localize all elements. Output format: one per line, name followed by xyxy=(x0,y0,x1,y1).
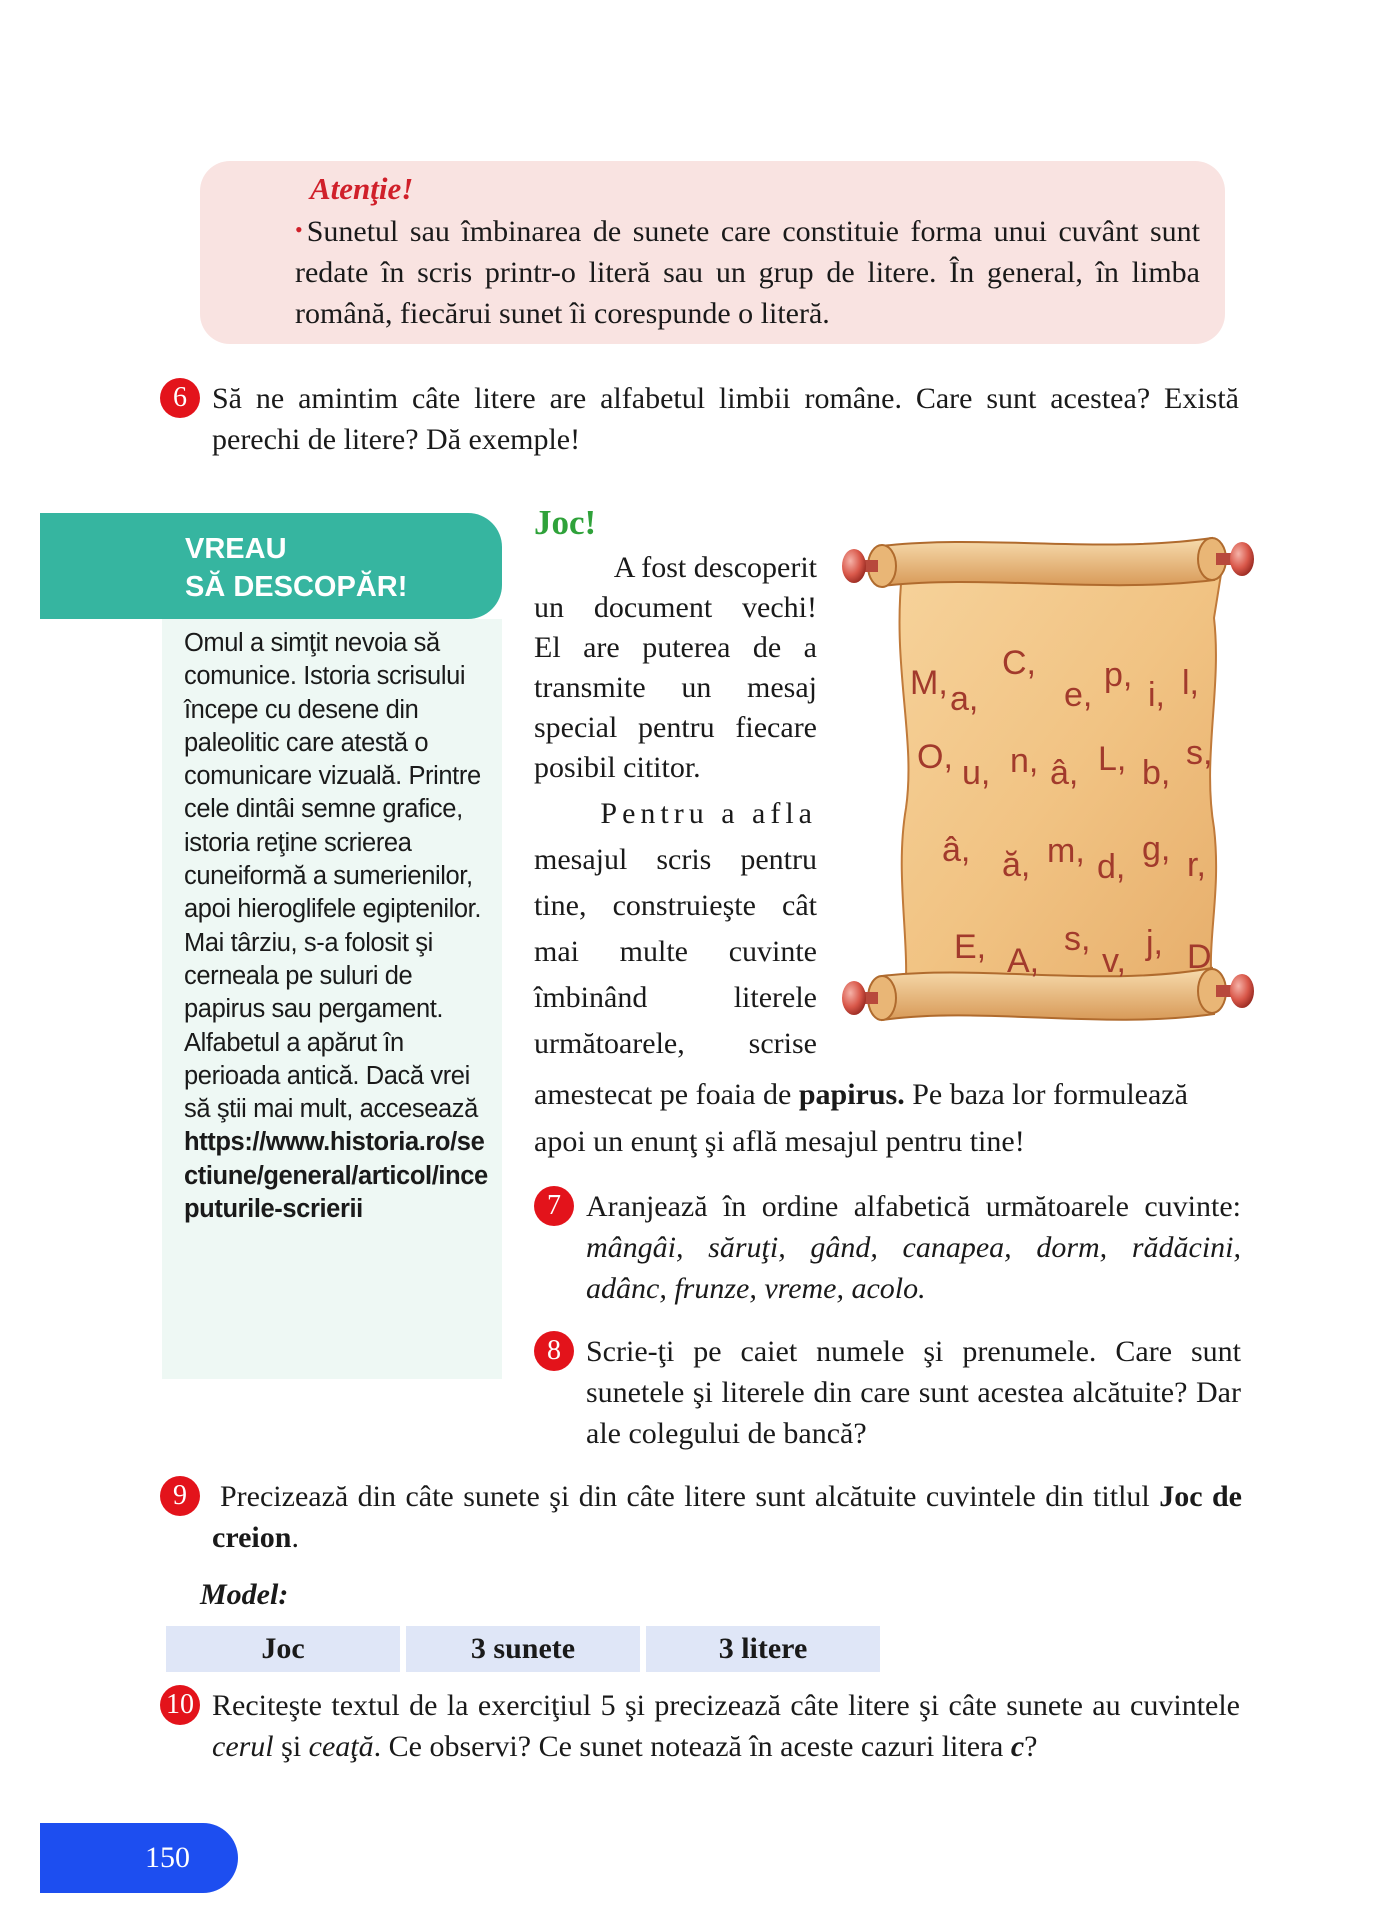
word-cerul: cerul xyxy=(212,1730,274,1763)
exercise-number-8: 8 xyxy=(534,1331,574,1371)
joc-line: A fost descoperit xyxy=(613,551,817,584)
exercise-10-and: şi xyxy=(281,1730,302,1763)
exercise-10-question-mark: ? xyxy=(1024,1730,1038,1763)
discover-title-line1: VREAU xyxy=(185,533,287,565)
page-number-bar xyxy=(40,1823,238,1893)
discover-title-line2: SĂ DESCOPĂR! xyxy=(185,571,408,603)
joc-last-line: apoi un enunţ şi află mesajul pentru tine! xyxy=(534,1125,1025,1158)
scroll-letter: M, xyxy=(910,664,948,702)
joc-full-line xyxy=(534,1075,1240,1115)
model-label: Model: xyxy=(200,1578,289,1611)
scroll-letter: l, xyxy=(1182,664,1199,702)
scroll-letter: â, xyxy=(942,831,971,869)
exercise-6-text: Să ne amintim câte litere are alfabetul limbii române. Care sunt acestea? Există perechi de litere? Dă exemple! xyxy=(212,382,1239,456)
joc-line: Pentru a afla xyxy=(600,797,817,830)
joc-full-line-end: Pe baza lor formulează xyxy=(904,1078,1188,1111)
joc-line: transmite un mesaj xyxy=(534,671,817,704)
scroll-letter: u, xyxy=(962,754,991,792)
scroll-letter: n, xyxy=(1010,742,1039,780)
joc-line: special pentru fiecare xyxy=(534,711,817,744)
exercise-7-words: mângâi, săruţi, gând, canapea, dorm, rădăcini, adânc, frunze, vreme, acolo. xyxy=(586,1231,1241,1305)
exercise-number-9: 9 xyxy=(160,1476,200,1516)
scroll-letter: D xyxy=(1187,938,1212,976)
exercise-9-end: . xyxy=(291,1521,299,1554)
joc-line: tine, construieşte cât xyxy=(534,889,817,922)
scroll-letter: p, xyxy=(1104,656,1133,694)
model-cell: Joc xyxy=(166,1626,400,1672)
scroll-letter: C, xyxy=(1002,644,1036,682)
papyrus-scroll-illustration xyxy=(842,528,1282,1048)
scroll-letter: r, xyxy=(1187,846,1206,884)
page-number: 150 xyxy=(145,1841,190,1874)
scroll-letter: E, xyxy=(954,928,987,966)
joc-text xyxy=(534,548,817,1064)
joc-title: Joc! xyxy=(534,503,597,542)
exercise-9-text xyxy=(212,1476,1242,1558)
attention-box xyxy=(200,161,1225,344)
bullet-icon: • xyxy=(295,217,303,242)
exercise-7-text xyxy=(586,1186,1241,1309)
joc-line: îmbinând literele xyxy=(534,981,817,1014)
exercise-10-part2: . Ce observi? Ce sunet notează în aceste cazuri litera xyxy=(373,1730,1004,1763)
exercise-10-part1: Reciteşte textul de la exerciţiul 5 şi precizează câte litere şi câte sunete au cuvintele xyxy=(212,1689,1240,1722)
exercise-9-instruction: Precizează din câte sunete şi din câte litere sunt alcătuite cuvintele din titlul xyxy=(220,1480,1150,1513)
model-cell: 3 sunete xyxy=(406,1626,640,1672)
exercise-number-6: 6 xyxy=(160,378,200,418)
joc-line: mesajul scris pentru xyxy=(534,843,817,876)
scroll-letter: s, xyxy=(1064,920,1091,958)
scroll-letter: L, xyxy=(1098,740,1127,778)
scroll-letter: j, xyxy=(1146,924,1163,962)
exercise-number-7: 7 xyxy=(534,1186,574,1226)
model-cell: 3 litere xyxy=(646,1626,880,1672)
joc-line: un document vechi! xyxy=(534,591,817,624)
attention-title: Atenţie! xyxy=(310,171,414,206)
exercise-7-instruction: Aranjează în ordine alfabetică următoarele cuvinte: xyxy=(586,1190,1241,1223)
scroll-letter: e, xyxy=(1064,676,1093,714)
papirus-word: papirus. xyxy=(798,1078,905,1111)
joc-line: posibil cititor. xyxy=(534,751,701,784)
discover-paragraph: Omul a simţit nevoia să comunice. Istoria scrisului începe cu desene din paleolitic care atestă o comunicare vizuală. Printre cele dintâi semne grafice, istoria reţine scrierea cuneiformă a sumerienilor, apoi hieroglifele egiptenilor. Mai târziu, s-a folosit şi cerneala pe suluri de papirus sau pergament. Alfabetul a apărut în perioada antică. Dacă vrei să ştii mai mult, accesează xyxy=(184,629,482,1124)
exercise-10-text xyxy=(212,1685,1240,1767)
scroll-letter: â, xyxy=(1050,754,1079,792)
word-ceata: ceaţă xyxy=(308,1730,374,1763)
scroll-letter: g, xyxy=(1142,830,1171,868)
joc-line: mai multe cuvinte xyxy=(534,935,817,968)
exercise-9-title: Joc de creion xyxy=(212,1480,1242,1554)
joc-full-line-start: amestecat pe foaia de xyxy=(534,1078,799,1111)
exercise-number-10: 10 xyxy=(160,1685,200,1725)
attention-body: Sunetul sau îmbinarea de sunete care constituie forma unui cuvânt sunt redate în scris printr-o literă sau un grup de litere. În general, în limba română, fiecărui sunet îi corespunde o literă. xyxy=(295,215,1200,330)
exercise-8-text: Scrie-ţi pe caiet numele şi prenumele. Care sunt sunetele şi literele din care sunt acestea alcătuite? Dar ale colegului de bancă? xyxy=(586,1335,1241,1450)
scroll-letter: s, xyxy=(1186,734,1213,772)
discover-title xyxy=(185,530,407,606)
scroll-letter: d, xyxy=(1097,848,1126,886)
scroll-letter: i, xyxy=(1148,676,1165,714)
letter-c: c xyxy=(1010,1730,1025,1763)
joc-line: El are puterea de a xyxy=(534,631,817,664)
discover-body xyxy=(162,619,502,1379)
scroll-letter: m, xyxy=(1047,832,1085,870)
scroll-letter: ă, xyxy=(1002,846,1031,884)
discover-header xyxy=(40,513,502,619)
scroll-letter: a, xyxy=(950,680,979,718)
discover-link[interactable]: https://www.historia.ro/sectiune/general/articol/inceputurile-scrierii xyxy=(184,1128,488,1224)
scroll-letter: O, xyxy=(917,738,953,776)
scroll-letter: A, xyxy=(1007,942,1040,980)
joc-line: următoarele, scrise xyxy=(534,1027,817,1060)
attention-text xyxy=(295,209,1200,334)
discover-text xyxy=(184,627,494,1226)
scroll-letter: v, xyxy=(1102,942,1126,980)
scroll-letter: b, xyxy=(1142,754,1171,792)
